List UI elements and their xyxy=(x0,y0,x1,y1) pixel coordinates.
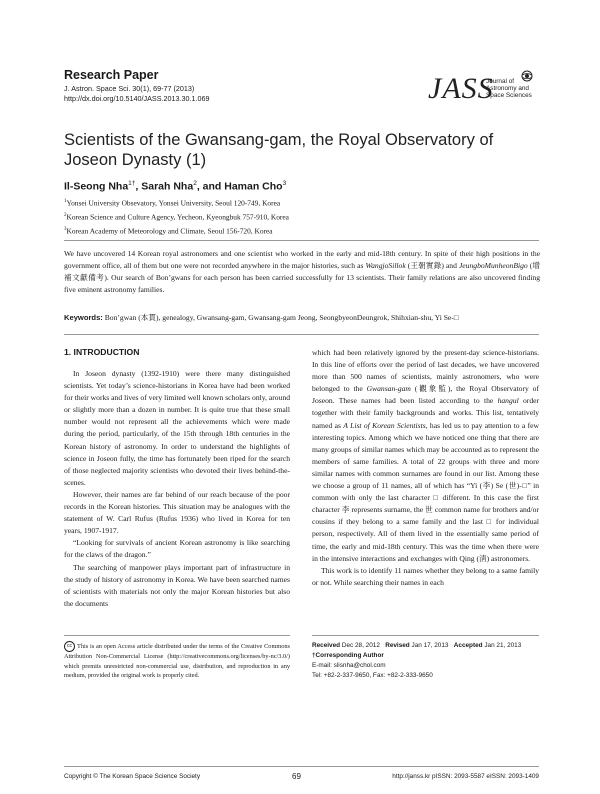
italic-term: Gwansan-gam xyxy=(366,384,411,394)
accepted-date: Jan 21, 2013 xyxy=(482,642,522,649)
dates-line xyxy=(312,641,539,651)
body-column-right xyxy=(312,347,539,589)
citation-block xyxy=(64,84,209,103)
author-sup: 3 xyxy=(282,180,287,187)
paragraph: However, their names are far behind of our reach because of the poor records in the Korean histories. This situation may be analogues with the statement of W. Carl Rufus (Rufus 1936) who lived in Korea for ten years, 1907-1917. xyxy=(64,489,290,536)
divider xyxy=(64,334,539,335)
received-date: Dec 28, 2012 xyxy=(340,642,380,649)
footer-issn: http://janss.kr pISSN: 2093-5587 eISSN: 2093-1409 xyxy=(392,773,539,780)
article-history xyxy=(312,641,539,681)
paper-type: Research Paper xyxy=(64,68,159,82)
abstract-text: . Our search of Bon’gwans for each person has been carried successfully for 13 scientists. Their family relations are also uncovered finding five eminent astronomy families. xyxy=(64,273,540,294)
license-text: This is an open Access article distributed under the terms of the Creative Commons Attribution Non-Commercial License (http://creativecommons.org/licenses/by-nc/3.0/) which premits unrestricted non-commercial use, distribution, and reproduction in any medium, provided the original work is properly cited. xyxy=(64,642,290,680)
logo-sub-line-3: Space Sciences xyxy=(486,92,532,100)
revised-label: Revised xyxy=(385,642,410,649)
abstract-text: (王朝實錄) and xyxy=(405,261,459,270)
paper-title: Scientists of the Gwansang-gam, the Royal Observatory of Joseon Dynasty (1) xyxy=(64,131,494,169)
paragraph: In Joseon dynasty (1392-1910) were there many distinguished scientists. Yet today’s science-historians in Korea have had been worked for their works and lives of very limited well known scholars only, around or slightly more than a dozen in number. It is quite true that these small number would not represent all the achievements which were made during the period, particularly, of the 15th through 18th centuries in the Korean history of astronomy. In order to understand the highlights of science in Joseon fully, the time has fortunately been riped for the search of those neglected majority scientists who devoted their lives behind-the-scenes. xyxy=(64,369,290,487)
affiliation xyxy=(64,196,289,210)
corresponding-author-text: †Corresponding Author xyxy=(312,652,384,659)
affiliation-sup: 1 xyxy=(64,199,67,204)
section-title: 1. INTRODUCTION xyxy=(64,347,140,357)
affiliation xyxy=(64,224,289,238)
divider xyxy=(64,240,539,241)
paragraph xyxy=(312,347,539,565)
italic-term: A List of Korean Scientists xyxy=(343,420,426,430)
affiliations xyxy=(64,196,289,238)
author-name: Il-Seong Nha xyxy=(64,180,129,193)
paragraph-text: order together with their family backgrounds and works. This list, tentatively named as xyxy=(312,396,540,430)
author-name: Haman Cho xyxy=(224,180,283,193)
footer-copyright: Copyright © The Korean Space Science Society xyxy=(64,773,201,780)
revised-date: Jan 17, 2013 xyxy=(409,642,449,649)
creative-commons-icon: cc xyxy=(64,641,75,652)
quote-paragraph: “Looking for survivals of ancient Korean astronomy is like searching for the claws of the dragon.” xyxy=(64,538,290,560)
corresponding-author-label xyxy=(312,651,539,661)
page-number: 69 xyxy=(292,772,301,781)
author-sup: 1† xyxy=(128,180,136,187)
abstract-text: We have uncovered 14 Korean royal astronomers and one scientist who worked in the early and mid-18th century. In spite of their high positions in the government office, all of them but one were not recorded anywhere in the major histories, such as xyxy=(64,249,540,270)
body-column-left xyxy=(64,347,290,610)
corresponding-email[interactable]: E-mail: slisnha@chol.com xyxy=(312,662,386,669)
doi-link[interactable]: http://dx.doi.org/10.5140/JASS.2013.30.1.069 xyxy=(64,93,210,103)
affiliation xyxy=(64,210,289,224)
divider xyxy=(64,766,539,767)
affiliation-text: Korean Science and Culture Agency, Yecheon, Kyeongbuk 757-910, Korea xyxy=(66,212,289,222)
paragraph-text: which had been relatively ignored by the present-day science-historians. In this line of efforts over the period of last decades, we have uncovered more than 500 names of scientists, mainly astronomers, who were belonged to the xyxy=(312,348,539,394)
affiliation-text: Korean Academy of Meteorology and Climate, Seoul 156-720, Korea xyxy=(66,226,273,236)
paragraph: The searching of manpower plays important part of infrastructure in the study of history of astronomy in Korea. We have been searched names of scientists with materials not only the major Korean histories but also the documents xyxy=(64,562,290,608)
citation: J. Astron. Space Sci. 30(1), 69-77 (2013) xyxy=(64,84,195,93)
received-label: Received xyxy=(312,642,341,649)
keywords xyxy=(64,312,540,323)
logo-sub-line-2: Astronomy and xyxy=(486,85,529,93)
divider xyxy=(312,635,539,636)
logo-sub-line-1: Journal of xyxy=(486,78,515,85)
author-name: Sarah Nha xyxy=(141,180,194,193)
keywords-label: Keywords: xyxy=(64,313,103,322)
italic-term: hangul xyxy=(497,396,519,406)
abstract-source: JeungboMunheonBigo xyxy=(458,261,528,270)
abstract xyxy=(64,248,540,296)
paragraph-text: (觀象監), the Royal Observatory of Joseon. These names had been listed according to the xyxy=(312,384,539,406)
abstract-source: WangjoSillok xyxy=(365,261,406,270)
globe-icon xyxy=(521,70,533,82)
logo-text: JASS xyxy=(428,72,494,105)
divider xyxy=(64,635,290,636)
author-sup: 2 xyxy=(193,180,197,187)
author-separator: , and xyxy=(196,180,225,193)
affiliation-sup: 2 xyxy=(64,212,67,218)
paragraph-text: , has led us to pay attention to a few interesting topics. Among which we have noticed one thing that there are many groups of similar names which may be accounted as to represent the members of same families. A total of 22 groups with three and more similar names with common surnames are found in our list. Among these we choose a group of 11 names, all of which has “Yi (李) Se (世)-□” in common with only the last character □ different. In this case the first character 李 represents surname, the 世 common name for brothers and/or cousins if they belong to a same family and the last □ for individual person, respectively. All of them lived in the essentially same period of time, the early and mid-18th century. This was the time when there were in the intensive interactions and exchanges with Qing (淸) astronomers. xyxy=(312,420,539,563)
license-note xyxy=(64,641,290,681)
author-list: Il-Seong Nha$^{1\dagger}$, Sarah Nha$^2$, and Haman Cho$^3$ xyxy=(64,180,287,193)
keywords-text: Bon’gwan (本貫), genealogy, Gwansang-gam, Gwansang-gam Jeong, SeongbyeonDeungrok, Shihxian-shu, Yi Se-□ xyxy=(102,313,459,322)
paragraph: This work is to identify 11 names whether they belong to a same family or not. While searching their names in each xyxy=(312,565,539,587)
corresponding-phone: Tel: +82-2-337-9650, Fax: +82-2-333-9650 xyxy=(312,672,433,679)
affiliation-text: Yonsei University Obsevatory, Yonsei University, Seoul 120-749, Korea xyxy=(66,198,281,208)
abstract-text: (增補文獻備考) xyxy=(64,261,540,282)
jass-logo xyxy=(428,70,538,108)
affiliation-sup: 3 xyxy=(64,226,67,232)
accepted-label: Accepted xyxy=(453,642,483,649)
